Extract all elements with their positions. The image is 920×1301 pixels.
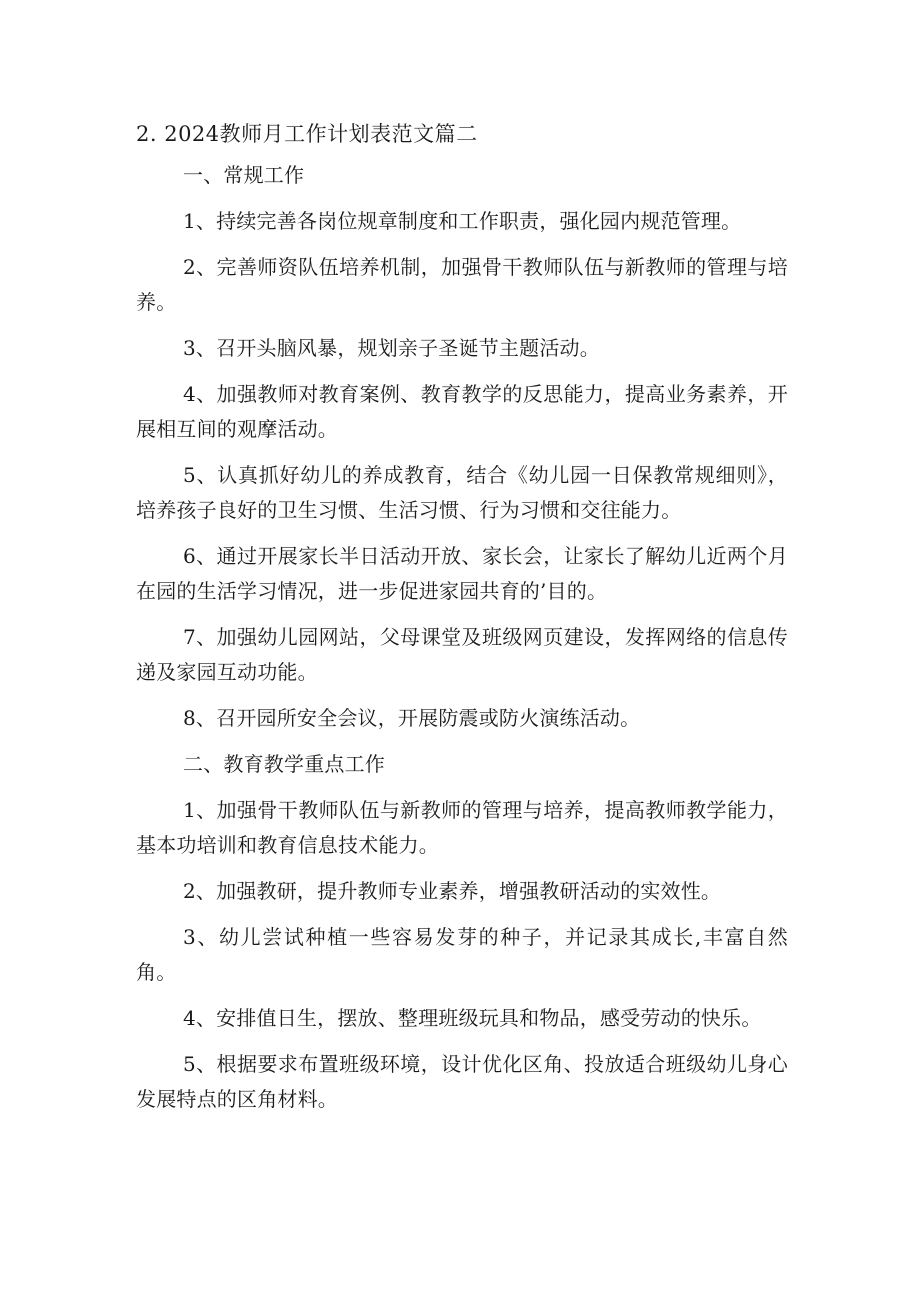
document-body: [136, 158, 788, 1128]
paragraph: 4、安排值日生，摆放、整理班级玩具和物品，感受劳动的快乐。: [183, 1006, 762, 1030]
section-heading-routine: 一、常规工作: [183, 163, 305, 187]
paragraph: 5、根据要求布置班级环境，设计优化区角、投放适合班级幼儿身心发展特点的区角材料。: [136, 1052, 788, 1111]
paragraph: 6、通过开展家长半日活动开放、家长会，让家长了解幼儿近两个月在园的生活学习情况，进一步促进家园共育的’目的。: [136, 544, 788, 603]
paragraph: 5、认真抓好幼儿的养成教育，结合《幼儿园一日保教常规细则》，培养孩子良好的卫生习惯、生活习惯、行为习惯和交往能力。: [136, 463, 788, 522]
paragraph: 3、召开头脑风暴，规划亲子圣诞节主题活动。: [183, 336, 600, 360]
paragraph: 2、加强教研，提升教师专业素养，增强教研活动的实效性。: [183, 879, 722, 903]
paragraph: 4、加强教师对教育案例、教育教学的反思能力，提高业务素养，开展相互间的观摩活动。: [136, 382, 788, 441]
paragraph: 1、加强骨干教师队伍与新教师的管理与培养，提高教师教学能力，基本功培训和教育信息技术能力。: [136, 798, 788, 857]
paragraph: 3、幼儿尝试种植一些容易发芽的种子，并记录其成长,丰富自然角。: [136, 925, 788, 984]
paragraph: 8、召开园所安全会议，开展防震或防火演练活动。: [183, 706, 641, 730]
paragraph: 2、完善师资队伍培养机制，加强骨干教师队伍与新教师的管理与培养。: [136, 255, 788, 314]
paragraph: 1、持续完善各岗位规章制度和工作职责，强化园内规范管理。: [183, 209, 742, 233]
paragraph: 7、加强幼儿园网站，父母课堂及班级网页建设，发挥网络的信息传递及家园互动功能。: [136, 625, 788, 684]
document-title: 2. 2024教师月工作计划表范文篇二: [136, 122, 478, 146]
section-heading-teaching: 二、教育教学重点工作: [183, 752, 385, 776]
